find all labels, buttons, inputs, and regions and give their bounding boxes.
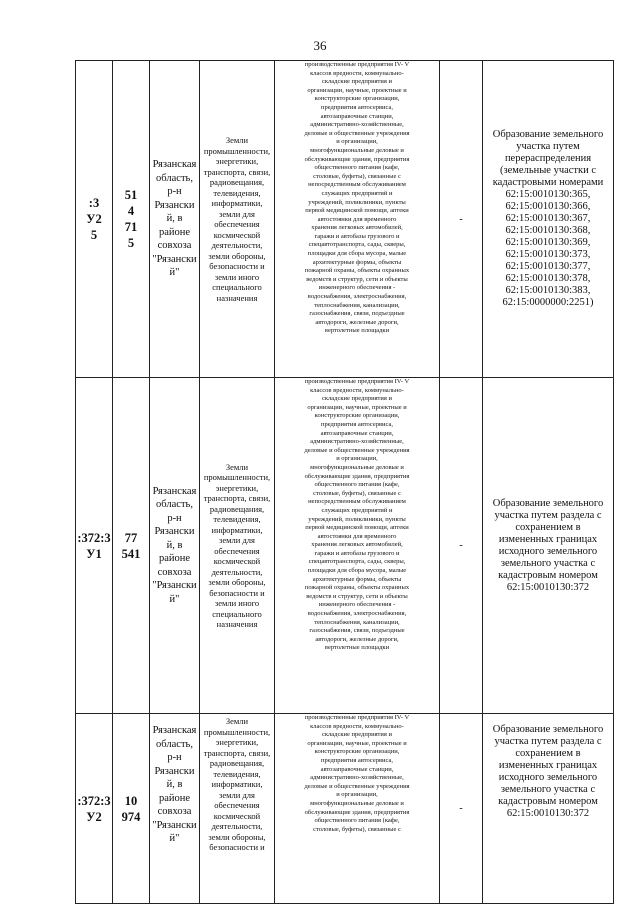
formation-method-cell: Образование земельного участка путем раздела с сохранением в измененных границах исходного земельного земельного участка с кадастровым номером 62:15:0010130:372 [483, 378, 614, 714]
plot-location-cell: Рязанская область, р-н Рязански й, в районе совхоза "Рязански й" [150, 61, 200, 378]
page-number: 36 [313, 38, 327, 53]
permitted-use-cell: производственные предприятия IV- V классов вредности, коммунально- складские предприятия и организации, научные, проектные и конструкторские организации, предприятия автосервиса, автозаправочные станции, административно-хозяйственные, деловые и общественные учреждения и организации, многофункциональные деловые и обслуживающие здания, предприятия общественного питания (кафе, столовые, буфеты), связанные с [275, 714, 440, 904]
plot-area-cell: 51 4 71 5 [113, 61, 150, 378]
land-category-cell: Земли промышленности, энергетики, транспорта, связи, радиовещания, телевидения, информатики, земли для обеспечения космической деятельности, земли обороны, безопасности и земли иного специального назначения [200, 378, 275, 714]
formation-method-cell: Образование земельного участка путем перераспределения (земельные участки с кадастровыми номерами 62:15:0010130:365, 62:15:0010130:366, 62:15:0010130:367, 62:15:0010130:368, 62:15:0010130:369, 62:15:0010130:373, 62:15:0010130:377, 62:15:0010130:378, 62:15:0010130:383, 62:15:0000000:2251) [483, 61, 614, 378]
empty-value-cell: - [440, 61, 483, 378]
permitted-use-cell: производственные предприятия IV- V классов вредности, коммунально- складские предприятия и организации, научные, проектные и конструкторские организации, предприятия автосервиса, автозаправочные станции, административно-хозяйственные, деловые и общественные учреждения и организации, многофункциональные деловые и обслуживающие здания, предприятия общественного питания (кафе, столовые, буфеты), связанные с непосредственным обслуживанием служащих предприятий и учреждений, поликлиники, пункты первой медицинской помощи, аптеки автостоянки для временного хранения легковых автомобилей, гаражи и автобазы грузового и спецавтотранспорта, сады, скверы, площадки для сбора мусора, малые архитектурные формы, объекты пожарной охраны, объекты охранных ведомств и структур, сети и объекты инженерного обеспечения - водоснабжения, электроснабжения, теплоснабжения, канализации, газоснабжения, связи, подъездные автодороги, железные дороги, вертолетные площадки [275, 61, 440, 378]
permitted-use-cell: производственные предприятия IV- V классов вредности, коммунально- складские предприятия и организации, научные, проектные и конструкторские организации, предприятия автосервиса, автозаправочные станции, административно-хозяйственные, деловые и общественные учреждения и организации, многофункциональные деловые и обслуживающие здания, предприятия общественного питания (кафе, столовые, буфеты), связанные с непосредственным обслуживанием служащих предприятий и учреждений, поликлиники, пункты первой медицинской помощи, аптеки автостоянки для временного хранения легковых автомобилей, гаражи и автобазы грузового и спецавтотранспорта, сады, скверы, площадки для сбора мусора, малые архитектурные формы, объекты пожарной охраны, объекты охранных ведомств и структур, сети и объекты инженерного обеспечения - водоснабжения, электроснабжения, теплоснабжения, канализации, газоснабжения, связи, подъездные автодороги, железные дороги, вертолетные площадки [275, 378, 440, 714]
formation-method-cell: Образование земельного участка путем раздела с сохранением в измененных границах исходного земельного земельного участка с кадастровым номером 62:15:0010130:372 [483, 714, 614, 904]
plot-area-cell: 77 541 [113, 378, 150, 714]
plot-id-cell: :3 У2 5 [76, 61, 113, 378]
plot-location-cell: Рязанская область, р-н Рязански й, в районе совхоза "Рязански й" [150, 714, 200, 904]
plot-location-cell: Рязанская область, р-н Рязански й, в районе совхоза "Рязански й" [150, 378, 200, 714]
land-category-cell: Земли промышленности, энергетики, транспорта, связи, радиовещания, телевидения, информатики, земли для обеспечения космической деятельности, земли обороны, безопасности и земли иного специального назначения [200, 61, 275, 378]
empty-value-cell: - [440, 378, 483, 714]
land-category-cell: Земли промышленности, энергетики, транспорта, связи, радиовещания, телевидения, информатики, земли для обеспечения космической деятельности, земли обороны, безопасности и [200, 714, 275, 904]
land-plots-table [75, 60, 614, 904]
table-row [76, 378, 614, 714]
plot-area-cell: 10 974 [113, 714, 150, 904]
table-row [76, 61, 614, 378]
table-row [76, 714, 614, 904]
plot-id-cell: :372:3 У1 [76, 378, 113, 714]
plot-id-cell: :372:3 У2 [76, 714, 113, 904]
empty-value-cell: - [440, 714, 483, 904]
